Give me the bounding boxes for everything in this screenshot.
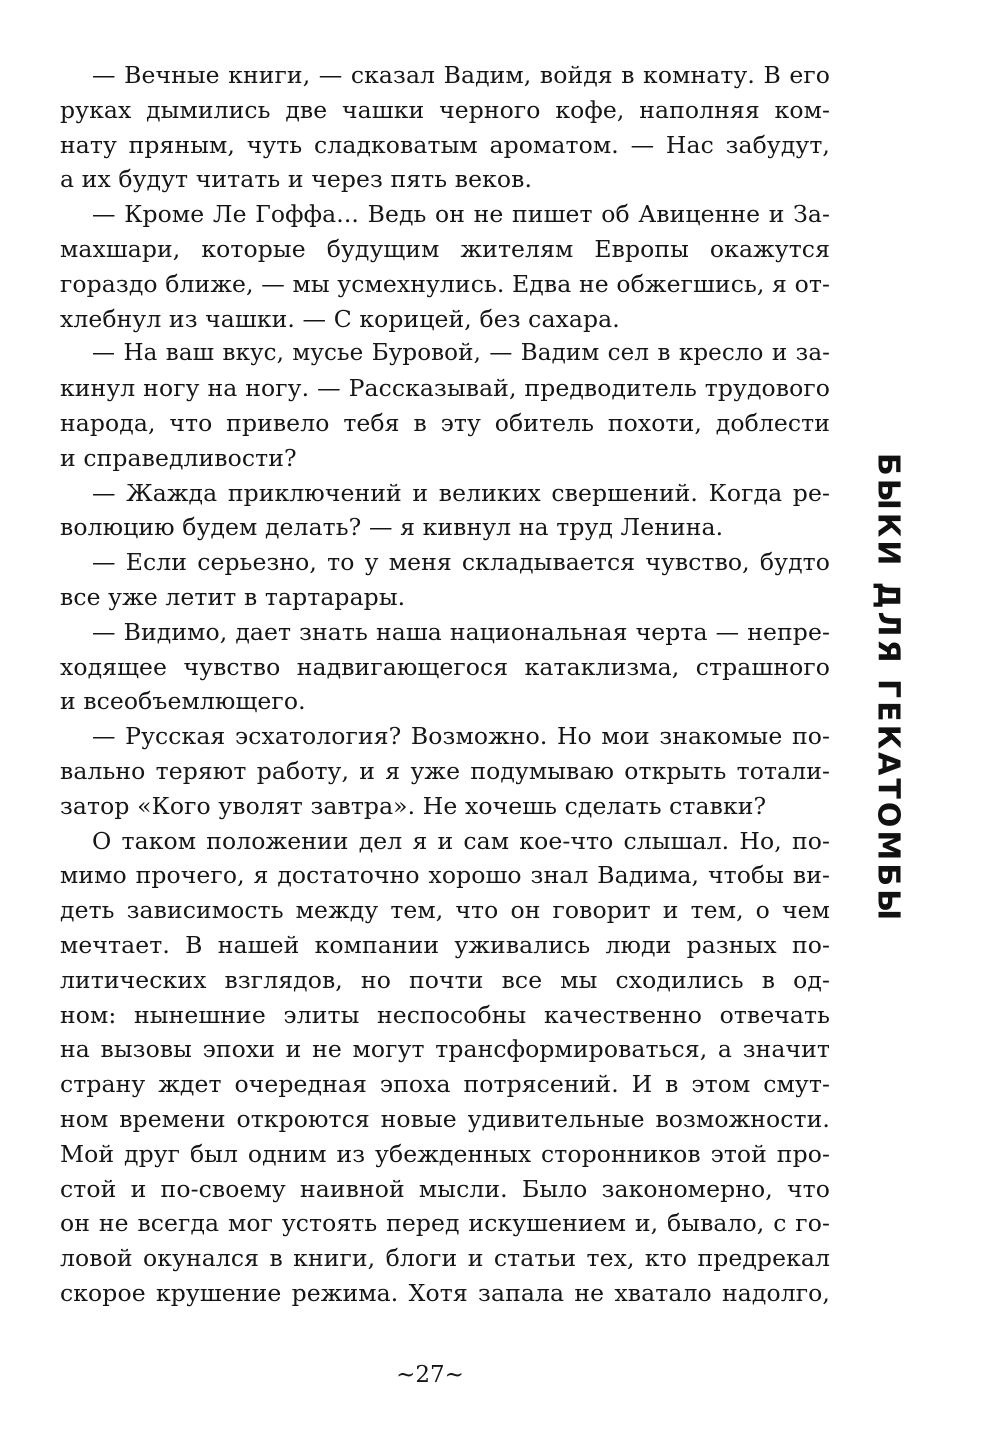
text-line: скорое крушение режима. Хотя запала не хватало надолго, — [60, 1278, 830, 1307]
text-line: волюцию будем делать? — я кивнул на труд Ленина. — [60, 513, 724, 542]
text-line: и справедливости? — [60, 443, 297, 472]
text-line: — Видимо, дает знать наша национальная черта — непре- — [92, 617, 830, 646]
text-line: О таком положении дел я и сам кое-что слышал. Но, по- — [92, 826, 830, 855]
text-line: кинул ногу на ногу. — Рассказывай, предводитель трудового — [60, 374, 830, 403]
text-line: — Русская эсхатология? Возможно. Но мои знакомые по- — [92, 722, 830, 751]
text-line: он не всегда мог устоять перед искушением и, бывало, с го- — [60, 1209, 830, 1238]
text-line: страну ждет очередная эпоха потрясений. И в этом смут- — [60, 1070, 830, 1099]
text-line: мечтает. В нашей компании уживались люди разных по- — [60, 930, 830, 959]
text-line: ловой окунался в книги, блоги и статьи тех, кто предрекал — [60, 1244, 830, 1273]
page-number: ~27~ — [396, 1362, 464, 1388]
text-line: затор «Кого уволят завтра». Не хочешь сделать ставки? — [60, 791, 767, 820]
text-line: народа, что привело тебя в эту обитель похоти, доблести — [60, 408, 830, 437]
text-line: — Жажда приключений и великих свершений. Когда ре- — [92, 478, 830, 507]
body-text — [60, 58, 830, 1311]
text-line: Мой друг был одним из убежденных сторонников этой про- — [60, 1139, 830, 1168]
text-line: — Если серьезно, то у меня складывается чувство, будто — [92, 548, 830, 577]
text-line: нату пряным, чуть сладковатым ароматом. — Нас забудут, — [60, 130, 830, 159]
text-line: вально теряют работу, и я уже подумываю открыть тотали- — [60, 756, 830, 785]
text-line: деть зависимость между тем, что он говорит и тем, о чем — [60, 896, 830, 925]
text-line: и всеобъемлющего. — [60, 687, 306, 716]
text-line: ном времени откроются новые удивительные возможности. — [60, 1104, 830, 1133]
text-line: гораздо ближе, — мы усмехнулись. Едва не обжегшись, я от- — [60, 269, 830, 298]
text-line: все уже летит в тартарары. — [60, 582, 406, 611]
text-line: мимо прочего, я достаточно хорошо знал Вадима, чтобы ви- — [60, 861, 830, 890]
text-line: махшари, которые будущим жителям Европы окажутся — [60, 234, 830, 263]
text-line: литических взглядов, но почти все мы сходились в од- — [60, 965, 830, 994]
running-head-title: БЫКИ ДЛЯ ГЕКАТОМБЫ — [870, 452, 906, 924]
text-line: стой и по-своему наивной мысли. Было закономерно, что — [60, 1174, 830, 1203]
text-line: — На ваш вкус, мусье Буровой, — Вадим сел в кресло и за- — [92, 340, 830, 367]
running-head — [866, 452, 910, 924]
text-line: ном: нынешние элиты неспособны качественно отвечать — [60, 1000, 830, 1029]
text-line: а их будут читать и через пять веков. — [60, 165, 533, 194]
text-line: руках дымились две чашки черного кофе, наполняя ком- — [60, 95, 830, 124]
text-line: — Вечные книги, — сказал Вадим, войдя в комнату. В его — [92, 61, 830, 89]
text-line: на вызовы эпохи и не могут трансформироваться, а значит — [60, 1035, 830, 1064]
text-line: — Кроме Ле Гоффа... Ведь он не пишет об Авиценне и За- — [92, 200, 830, 229]
text-line: хлебнул из чашки. — С корицей, без сахара. — [60, 304, 620, 333]
text-line: ходящее чувство надвигающегося катаклизма, страшного — [60, 652, 830, 681]
